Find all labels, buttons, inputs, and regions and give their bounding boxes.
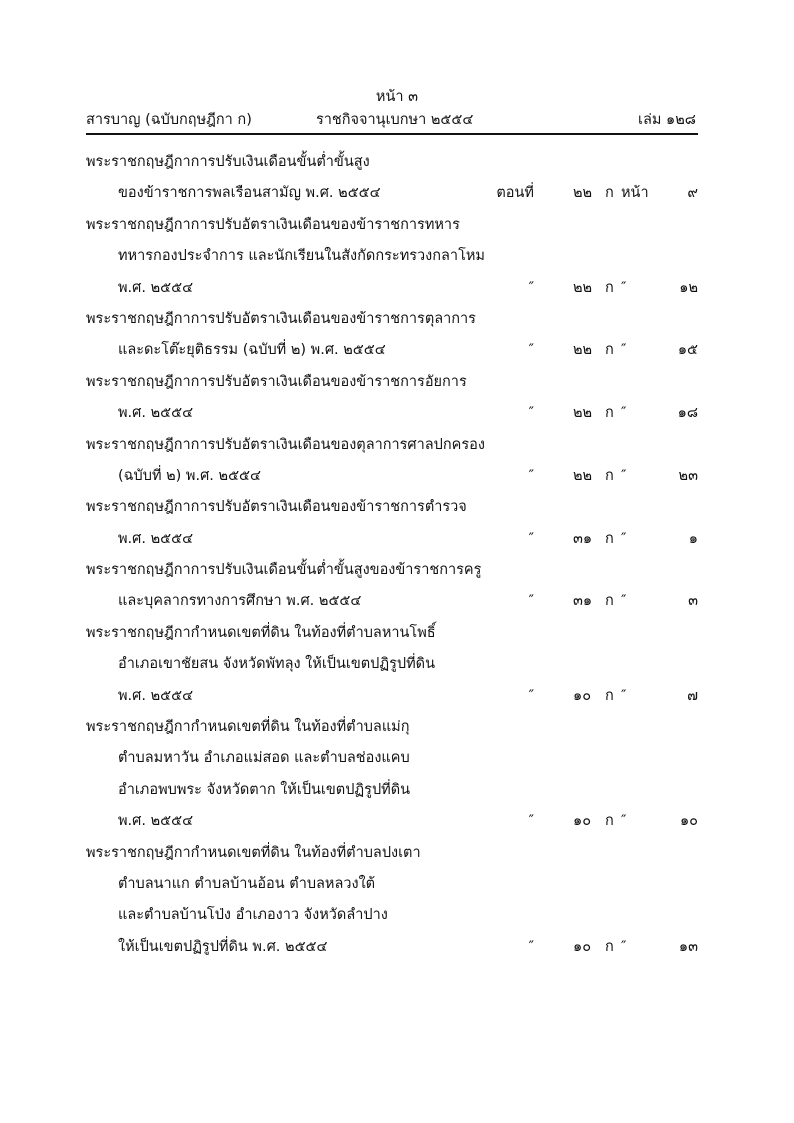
issue-label: ″ <box>528 467 534 484</box>
toc-line-text: พ.ศ. ๒๕๕๔ <box>118 813 194 830</box>
toc-line-continuation <box>0 398 794 429</box>
issue-category: ก <box>605 813 614 830</box>
issue-category: ก <box>605 342 614 359</box>
toc-line-text: พระราชกฤษฎีกาการปรับอัตราเงินเดือนของข้าราชการตุลาการ <box>86 310 476 327</box>
issue-label: ″ <box>528 938 534 955</box>
toc-line-text: พ.ศ. ๒๕๕๔ <box>118 279 194 296</box>
toc-line-continuation <box>0 649 794 680</box>
toc-line-text: พระราชกฤษฎีกาการปรับอัตราเงินเดือนของข้าราชการตำรวจ <box>86 499 467 516</box>
issue-number: ๑๐ <box>573 938 592 955</box>
toc-entry-title <box>0 492 794 523</box>
toc-line-continuation <box>0 806 794 837</box>
issue-number: ๒๒ <box>573 279 593 296</box>
issue-number: ๒๒ <box>573 185 593 202</box>
page-label: ″ <box>621 342 627 359</box>
page-number-value: ๑๘ <box>677 405 698 422</box>
toc-entry-title <box>0 367 794 398</box>
toc-line-continuation <box>0 900 794 931</box>
toc-line-continuation <box>0 932 794 963</box>
issue-label: ″ <box>528 530 534 547</box>
header-title: สารบาญ (ฉบับกฤษฎีกา ก) <box>86 112 252 128</box>
issue-number: ๓๑ <box>573 593 593 610</box>
toc-line-continuation <box>0 681 794 712</box>
toc-line-text: พระราชกฤษฎีกาการปรับเงินเดือนขั้นต่ำขั้นสูง <box>86 154 370 170</box>
toc-line-text: อำเภอพบพระ จังหวัดตาก ให้เป็นเขตปฏิรูปที่ดิน <box>118 781 411 798</box>
toc-line-text: อำเภอเขาชัยสน จังหวัดพัทลุง ให้เป็นเขตปฏิรูปที่ดิน <box>118 656 435 673</box>
page-number-value: ๗ <box>687 687 698 704</box>
page-label: ″ <box>621 593 627 610</box>
issue-label: ″ <box>528 342 534 359</box>
toc-line-text: พระราชกฤษฎีกาการปรับเงินเดือนขั้นต่ำขั้นสูงของข้าราชการครู <box>86 562 482 579</box>
issue-category: ก <box>605 530 614 547</box>
issue-label: ″ <box>528 279 534 296</box>
toc-line-text: พ.ศ. ๒๕๕๔ <box>118 405 194 422</box>
issue-number: ๑๐ <box>573 813 592 830</box>
toc-entry-title <box>0 555 794 586</box>
page-label: ″ <box>621 687 627 704</box>
toc-line-continuation <box>0 524 794 555</box>
page-number-value: ๓ <box>688 593 698 610</box>
page-number-value: ๒๓ <box>678 467 698 484</box>
toc-line-text: และบุคลากรทางการศึกษา พ.ศ. ๒๕๕๔ <box>118 593 362 610</box>
toc-line-continuation <box>0 775 794 806</box>
toc-entry-title <box>0 838 794 869</box>
toc-line-continuation <box>0 869 794 900</box>
issue-label: ″ <box>528 813 534 830</box>
toc-line-text: ทหารกองประจำการ และนักเรียนในสังกัดกระทรวงกลาโหม <box>118 248 485 265</box>
issue-category: ก <box>605 467 614 484</box>
gazette-title: ราชกิจจานุเบกษา ๒๕๕๔ <box>316 112 474 128</box>
issue-number: ๒๒ <box>573 467 593 484</box>
toc-entry-title <box>0 147 794 178</box>
toc-line-text: พระราชกฤษฎีกากำหนดเขตที่ดิน ในท้องที่ตำบลแม่กุ <box>86 719 410 736</box>
issue-number: ๒๒ <box>573 405 593 422</box>
issue-number: ๑๐ <box>573 687 592 704</box>
toc-line-text: พระราชกฤษฎีกาการปรับอัตราเงินเดือนของข้าราชการทหาร <box>86 216 460 233</box>
page-number-value: ๑๕ <box>677 342 698 359</box>
toc-entry-title <box>0 210 794 241</box>
toc-line-text: ตำบลนาแก ตำบลบ้านอ้อน ตำบลหลวงใต้ <box>118 875 376 892</box>
issue-category: ก <box>605 279 614 296</box>
issue-label: ″ <box>528 687 534 704</box>
toc-entry-title <box>0 430 794 461</box>
issue-category: ก <box>605 938 614 955</box>
page-number-value: ๙ <box>687 185 698 202</box>
toc-line-continuation <box>0 586 794 617</box>
toc-line-text: พระราชกฤษฎีกากำหนดเขตที่ดิน ในท้องที่ตำบลหานโพธิ์ <box>86 624 436 641</box>
toc-line-text: พ.ศ. ๒๕๕๔ <box>118 530 194 547</box>
toc-line-continuation <box>0 241 794 272</box>
toc-entry-title <box>0 618 794 649</box>
page-label: หน้า <box>621 185 649 202</box>
toc-line-text: และตำบลบ้านโป่ง อำเภองาว จังหวัดลำปาง <box>118 907 388 924</box>
toc-line-text: พระราชกฤษฎีกาการปรับอัตราเงินเดือนของตุลาการศาลปกครอง <box>86 436 485 453</box>
page-label: ″ <box>621 405 627 422</box>
issue-category: ก <box>605 687 614 704</box>
volume-number: เล่ม ๑๒๘ <box>638 112 696 128</box>
toc-line-text: (ฉบับที่ ๒) พ.ศ. ๒๕๕๔ <box>118 467 262 484</box>
toc-line-text: พ.ศ. ๒๕๕๔ <box>118 687 194 704</box>
page-label: ″ <box>621 467 627 484</box>
page-number-value: ๑๓ <box>678 938 698 955</box>
issue-number: ๓๑ <box>573 530 593 547</box>
issue-category: ก <box>605 593 614 610</box>
page-label: ″ <box>621 938 627 955</box>
toc-line-text: และดะโต๊ะยุติธรรม (ฉบับที่ ๒) พ.ศ. ๒๕๕๔ <box>118 342 386 359</box>
page-label: ″ <box>621 279 627 296</box>
page-label: ″ <box>621 813 627 830</box>
toc-line-continuation <box>0 461 794 492</box>
page-number: หน้า ๓ <box>375 89 419 105</box>
toc-line-text: พระราชกฤษฎีกาการปรับอัตราเงินเดือนของข้าราชการอัยการ <box>86 373 467 390</box>
toc-entry-title <box>0 712 794 743</box>
toc-line-continuation <box>0 335 794 366</box>
page-number-value: ๑ <box>688 530 698 547</box>
header-divider <box>86 133 698 135</box>
issue-category: ก <box>605 405 614 422</box>
issue-category: ก <box>605 185 614 202</box>
toc-line-text: ให้เป็นเขตปฏิรูปที่ดิน พ.ศ. ๒๕๕๔ <box>118 938 328 955</box>
toc-line-text: ตำบลมหาวัน อำเภอแม่สอด และตำบลช่องแคบ <box>118 750 410 767</box>
toc-entry-title <box>0 304 794 335</box>
page-number-value: ๑๒ <box>679 279 698 296</box>
toc-line-continuation <box>0 178 794 209</box>
issue-label: ″ <box>528 405 534 422</box>
toc-list <box>0 147 794 963</box>
toc-line-continuation <box>0 743 794 774</box>
issue-label: ตอนที่ <box>496 185 534 202</box>
toc-line-continuation <box>0 273 794 304</box>
toc-line-text: ของข้าราชการพลเรือนสามัญ พ.ศ. ๒๕๕๔ <box>118 185 381 202</box>
page-label: ″ <box>621 530 627 547</box>
issue-label: ″ <box>528 593 534 610</box>
page-number-value: ๑๐ <box>679 813 698 830</box>
issue-number: ๒๒ <box>573 342 593 359</box>
toc-line-text: พระราชกฤษฎีกากำหนดเขตที่ดิน ในท้องที่ตำบลปงเตา <box>86 844 421 861</box>
